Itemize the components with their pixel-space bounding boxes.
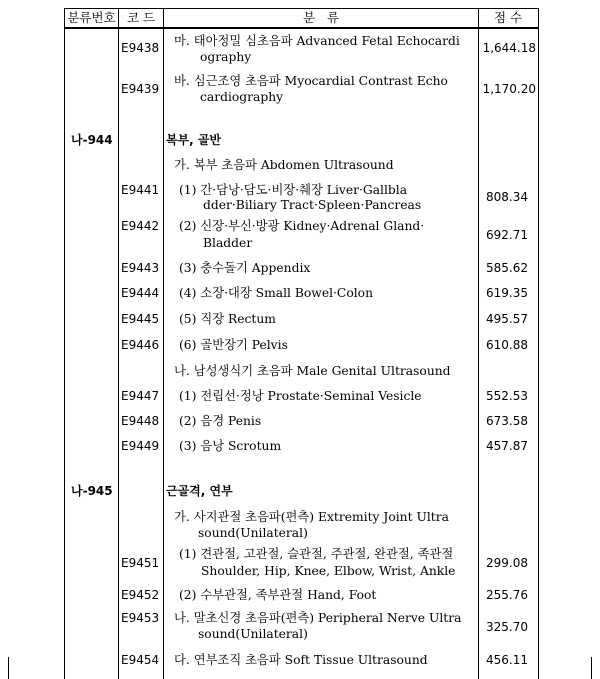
row-score: 610.88 <box>486 338 528 352</box>
header-score: 점 수 <box>493 10 523 25</box>
subcategory-title: 가. 복부 초음파 Abdomen Ultrasound <box>174 158 394 172</box>
category-number: 나-945 <box>71 484 113 498</box>
row-description: 바. 심근조영 초음파 Myocardial Contrast Echo <box>174 74 448 88</box>
row-code: E9443 <box>121 261 160 275</box>
row-description: (2) 음경 Penis <box>179 414 262 428</box>
row-score: 673.58 <box>486 414 528 428</box>
subcategory-title: 가. 사지관절 초음파(편측) Extremity Joint Ultra <box>174 510 449 524</box>
row-description: dder·Biliary Tract·Spleen·Pancreas <box>203 198 422 212</box>
row-score: 299.08 <box>486 556 528 570</box>
row-code: E9453 <box>121 611 160 625</box>
row-code: E9441 <box>121 183 160 197</box>
row-code: E9445 <box>121 312 160 326</box>
row-description: (1) 견관절, 고관절, 슬관절, 주관절, 완관절, 족관절 <box>179 547 454 561</box>
row-code: E9442 <box>121 219 160 233</box>
subcategory-title: 나. 남성생식기 초음파 Male Genital Ultrasound <box>174 364 451 378</box>
row-description: (2) 신장·부신·방광 Kidney·Adrenal Gland· <box>179 219 425 233</box>
category-title: 복부, 골반 <box>166 133 222 147</box>
row-code: E9449 <box>121 439 160 453</box>
row-description: (4) 소장·대장 Small Bowel·Colon <box>179 286 374 300</box>
row-description: 마. 태아정밀 심초음파 Advanced Fetal Echocardi <box>174 34 460 48</box>
row-description: (3) 충수돌기 Appendix <box>179 261 311 275</box>
row-description: cardiography <box>200 90 284 104</box>
row-code: E9439 <box>121 82 160 96</box>
row-score: 457.87 <box>486 439 528 453</box>
row-score: 808.34 <box>486 190 528 204</box>
category-title: 근골격, 연부 <box>166 484 233 498</box>
row-description: 다. 연부조직 초음파 Soft Tissue Ultrasound <box>174 653 428 667</box>
row-score: 585.62 <box>486 261 528 275</box>
row-description: Bladder <box>203 236 253 250</box>
row-code: E9447 <box>121 389 160 403</box>
row-score: 692.71 <box>486 228 528 242</box>
header-code: 코 드 <box>126 10 156 25</box>
row-score: 325.70 <box>486 620 528 634</box>
row-description: (6) 골반장기 Pelvis <box>179 338 288 352</box>
header-bottom-border <box>64 27 538 29</box>
row-description: ography <box>200 50 252 64</box>
page-edge-mark <box>8 657 9 679</box>
row-description: 나. 말초신경 초음파(편측) Peripheral Nerve Ultra <box>174 611 462 625</box>
row-score: 495.57 <box>486 312 528 326</box>
row-code: E9454 <box>121 653 160 667</box>
page-edge-mark <box>591 657 592 679</box>
column-divider <box>118 8 119 679</box>
row-description: (1) 전립선·정낭 Prostate·Seminal Vesicle <box>179 389 422 403</box>
row-description: (2) 수부관절, 족부관절 Hand, Foot <box>179 588 377 602</box>
header-category-no: 분류번호 <box>67 10 116 25</box>
row-description: (5) 직장 Rectum <box>179 312 276 326</box>
row-description: (3) 음낭 Scrotum <box>179 439 282 453</box>
row-score: 1,170.20 <box>482 82 536 96</box>
category-number: 나-944 <box>71 133 113 147</box>
row-score: 456.11 <box>486 653 528 667</box>
row-code: E9448 <box>121 414 160 428</box>
subcategory-title: sound(Unilateral) <box>198 526 308 540</box>
row-description: (1) 간·담낭·담도·비장·췌장 Liver·Gallbla <box>179 183 408 197</box>
row-code: E9452 <box>121 588 160 602</box>
row-code: E9446 <box>121 338 160 352</box>
row-score: 619.35 <box>486 286 528 300</box>
row-code: E9438 <box>121 41 160 55</box>
header-classification: 분 류 <box>302 10 340 25</box>
row-score: 1,644.18 <box>482 41 536 55</box>
row-description: Shoulder, Hip, Knee, Elbow, Wrist, Ankle <box>201 564 456 578</box>
column-divider <box>163 8 164 679</box>
row-code: E9451 <box>121 556 160 570</box>
row-code: E9444 <box>121 286 160 300</box>
row-score: 255.76 <box>486 588 528 602</box>
row-description: sound(Unilateral) <box>198 627 308 641</box>
row-score: 552.53 <box>486 389 528 403</box>
